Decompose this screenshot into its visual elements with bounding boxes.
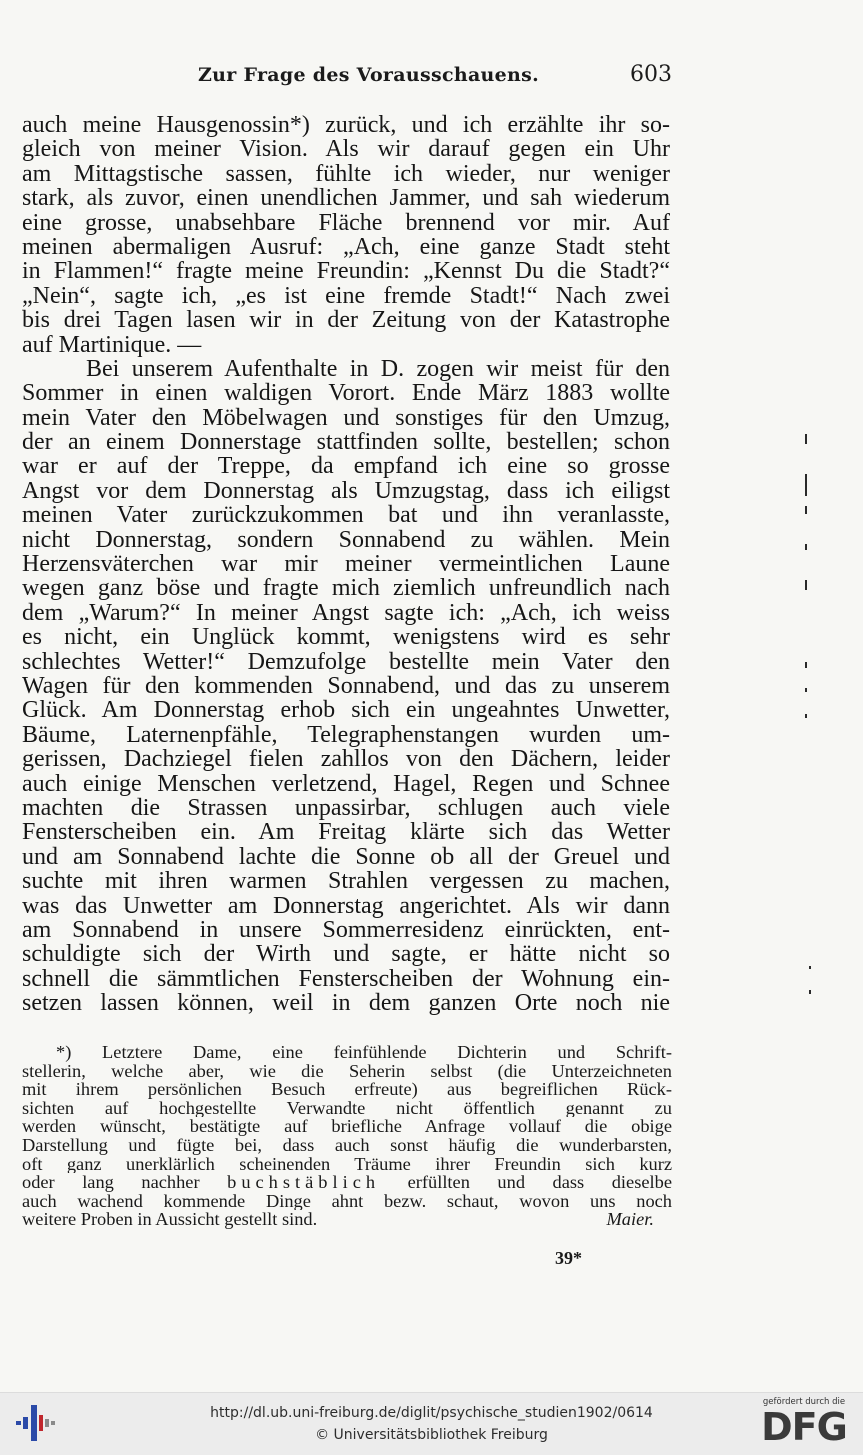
- body-line: nicht Donnerstag, sondern Sonnabend zu wählen. Mein: [22, 527, 670, 553]
- body-line: Herzensväterchen war mir meiner vermeintlichen Laune: [22, 552, 670, 577]
- footnote-line: werden wünscht, bestätigte auf briefliche Anfrage vollauf die obige: [22, 1117, 672, 1136]
- body-line: stark, als zuvor, einen unendlichen Jammer, und sah wiederum: [22, 186, 670, 211]
- footnote-text: oder lang nachher: [22, 1173, 200, 1192]
- footnote-line: Darstellung und fügte bei, dass auch sonst häufig die wunderbarsten,: [22, 1135, 672, 1155]
- viewer-footer: [0, 1392, 863, 1455]
- body-line: am Sonnabend in unsere Sommerresidenz einrückten, ent-: [22, 917, 670, 943]
- body-line: Bäume, Laternenpfähle, Telegraphenstangen wurden um-: [22, 722, 670, 748]
- margin-mark: [805, 544, 807, 550]
- running-head: [0, 64, 863, 94]
- body-line: der an einem Donnerstage stattfinden sollte, bestellen; schon: [22, 430, 670, 455]
- footnote-line: mit ihrem persönlichen Besuch erfreute) aus begreiflichen Rück-: [22, 1080, 672, 1099]
- body-line: war er auf der Treppe, da empfand ich eine so grosse: [22, 454, 670, 479]
- footnote-line: [22, 1173, 672, 1192]
- footnote-signature: Maier.: [606, 1209, 654, 1230]
- footnote-emphasis: buchstäblich: [227, 1173, 381, 1192]
- body-line: in Flammen!“ fragte meine Freundin: „Kennst Du die Stadt?“: [22, 259, 670, 284]
- body-line: mein Vater den Möbelwagen und sonstiges für den Umzug,: [22, 405, 670, 431]
- body-line: was das Unwetter am Donnerstag angerichtet. Als wir dann: [22, 893, 670, 918]
- margin-mark: [809, 990, 811, 994]
- document-url-link[interactable]: http://dl.ub.uni-freiburg.de/diglit/psychische_studien1902/0614: [210, 1405, 653, 1421]
- body-line: am Mittagstische sassen, fühlte ich wieder, nur weniger: [22, 161, 670, 187]
- margin-mark: [805, 580, 807, 590]
- body-line: eine grosse, unabsehbare Fläche brennend vor mir. Auf: [22, 210, 670, 235]
- footnote-text: weitere Proben in Aussicht gestellt sind.: [22, 1209, 318, 1230]
- dfg-caption: gefördert durch die: [762, 1397, 846, 1407]
- body-line: und am Sonnabend lachte die Sonne ob all der Greuel und: [22, 844, 670, 870]
- footnote-line: stellerin, welche aber, wie die Seherin selbst (die Unterzeichneten: [22, 1061, 672, 1081]
- footnote-last-line: [22, 1210, 672, 1229]
- dfg-wordmark: DFG: [761, 1405, 847, 1449]
- footnote-line: auch wachend kommende Dinge ahnt bezw. schaut, wovon uns noch: [22, 1191, 672, 1211]
- body-line: suchte mit ihren warmen Strahlen vergessen zu machen,: [22, 869, 670, 894]
- body-text: [22, 113, 670, 1015]
- margin-mark: [805, 714, 807, 718]
- signature-mark: 39*: [555, 1248, 582, 1268]
- body-line: dem „Warum?“ In meiner Angst sagte ich: „Ach, ich weiss: [22, 600, 670, 626]
- body-line: gleich von meiner Vision. Als wir darauf gegen ein Uhr: [22, 137, 670, 162]
- body-line: auch meine Hausgenossin*) zurück, und ich erzählte ihr so-: [22, 113, 670, 138]
- body-line: meinen Vater zurückzukommen bat und ihn veranlasste,: [22, 503, 670, 528]
- page-number: 603: [630, 62, 672, 87]
- margin-mark: [805, 434, 807, 444]
- body-line: „Nein“, sagte ich, „es ist eine fremde Stadt!“ Nach zwei: [22, 283, 670, 309]
- body-line: auch einige Menschen verletzend, Hagel, Regen und Schnee: [22, 771, 670, 796]
- footnote: [22, 1043, 672, 1229]
- body-line: Sommer in einen waldigen Vorort. Ende März 1883 wollte: [22, 381, 670, 406]
- body-line: machten die Strassen unpassirbar, schlugen auch viele: [22, 795, 670, 821]
- margin-marks: [803, 430, 823, 1030]
- footnote-line: *) Letztere Dame, eine feinfühlende Dichterin und Schrift-: [56, 1043, 672, 1062]
- body-line: meinen abermaligen Ausruf: „Ach, eine ganze Stadt steht: [22, 234, 670, 260]
- body-line: Wagen für den kommenden Sonnabend, und das zu unserem: [22, 673, 670, 699]
- body-line: setzen lassen können, weil in dem ganzen Orte noch nie: [22, 991, 670, 1016]
- body-line: Bei unserem Aufenthalte in D. zogen wir meist für den: [86, 356, 670, 382]
- body-line: schnell die sämmtlichen Fensterscheiben der Wohnung ein-: [22, 966, 670, 992]
- body-line: es nicht, ein Unglück kommt, wenigstens wird es sehr: [22, 625, 670, 650]
- body-line: auf Martinique. —: [22, 332, 202, 357]
- margin-mark: [805, 662, 807, 668]
- footnote-line: sichten auf hochgestellte Verwandte nicht öffentlich genannt zu: [22, 1098, 672, 1118]
- footnote-text: erfüllten und dass dieselbe: [407, 1173, 672, 1192]
- body-line: Glück. Am Donnerstag erhob sich ein ungeahntes Unwetter,: [22, 698, 670, 723]
- body-line: schlechtes Wetter!“ Demzufolge bestellte mein Vater den: [22, 649, 670, 674]
- running-title: Zur Frage des Vorausschauens.: [198, 64, 540, 86]
- body-line: gerissen, Dachziegel fielen zahllos von den Dächern, leider: [22, 747, 670, 772]
- copyright-notice: © Universitätsbibliothek Freiburg: [315, 1427, 548, 1443]
- dfg-logo: [752, 1397, 856, 1453]
- margin-mark: [805, 688, 807, 692]
- margin-mark: [805, 506, 807, 514]
- body-line: Angst vor dem Donnerstag als Umzugstag, dass ich eiligst: [22, 478, 670, 504]
- margin-mark: [805, 474, 807, 496]
- margin-mark: [809, 966, 811, 969]
- body-line: wegen ganz böse und fragte mich ziemlich unfreundlich nach: [22, 576, 670, 601]
- body-line: schuldigte sich der Wirth und sagte, er hätte nicht so: [22, 942, 670, 967]
- body-line: bis drei Tagen lasen wir in der Zeitung von der Katastrophe: [22, 308, 670, 333]
- body-line: Fensterscheiben ein. Am Freitag klärte sich das Wetter: [22, 820, 670, 845]
- footnote-line: oft ganz unerklärlich scheinenden Träume ihrer Freundin sich kurz: [22, 1154, 672, 1174]
